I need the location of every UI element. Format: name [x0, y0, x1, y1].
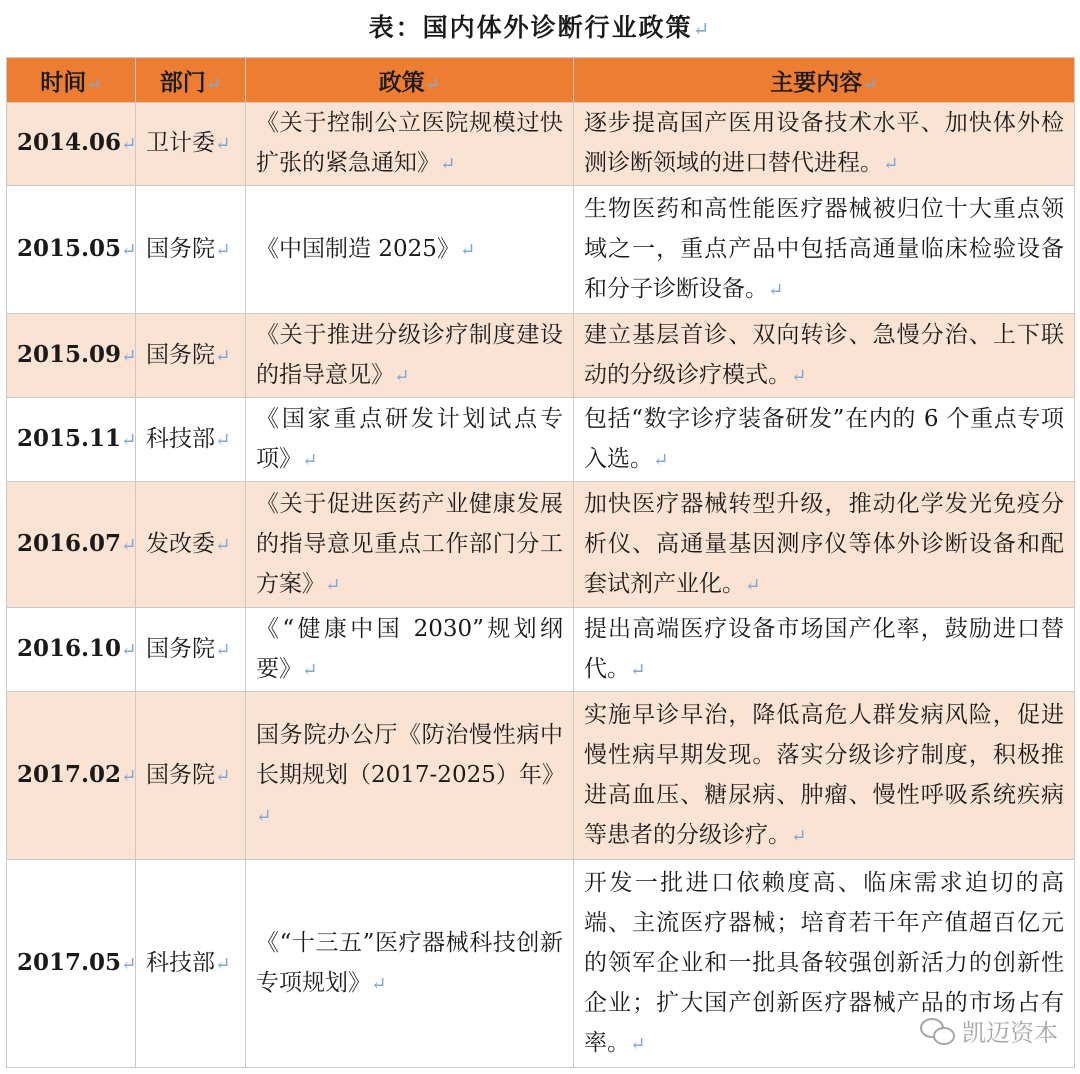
watermark [920, 1013, 1058, 1048]
date-cell: 2017.05↵ [7, 860, 136, 1068]
table-row [7, 482, 1075, 608]
table-row [7, 860, 1075, 1068]
policy-table [6, 57, 1075, 1068]
content-cell: 生物医药和高性能医疗器械被归位十大重点领域之一，重点产品中包括高通量临床检验设备和分子诊断设备。↵ [574, 186, 1075, 314]
table-header-row [7, 58, 1075, 103]
dept-cell: 科技部↵ [136, 860, 246, 1068]
dept-cell: 卫计委↵ [136, 103, 246, 186]
date-cell: 2015.05↵ [7, 186, 136, 314]
table-title [0, 8, 1080, 44]
content-cell: 包括“数字诊疗装备研发”在内的 6 个重点专项入选。↵ [574, 398, 1075, 482]
policy-cell: 《国家重点研发计划试点专项》↵ [246, 398, 574, 482]
table-title-text: 表：国内体外诊断行业政策 [368, 13, 693, 42]
dept-cell: 国务院↵ [136, 608, 246, 692]
date-cell: 2015.09↵ [7, 314, 136, 398]
table-row [7, 692, 1075, 860]
policy-cell: 《“健康中国 2030”规划纲要》↵ [246, 608, 574, 692]
policy-cell: 《关于控制公立医院规模过快扩张的紧急通知》↵ [246, 103, 574, 186]
policy-cell: 《关于促进医药产业健康发展的指导意见重点工作部门分工方案》↵ [246, 482, 574, 608]
policy-cell: 《“十三五”医疗器械科技创新专项规划》↵ [246, 860, 574, 1068]
date-cell: 2016.07↵ [7, 482, 136, 608]
dept-cell: 发改委↵ [136, 482, 246, 608]
column-header-policy: 政策↵ [246, 58, 574, 103]
policy-cell: 《关于推进分级诊疗制度建设的指导意见》↵ [246, 314, 574, 398]
table-row [7, 103, 1075, 186]
watermark-text: 凯迈资本 [962, 1019, 1058, 1047]
paragraph-mark-icon: ↵ [692, 17, 712, 41]
policy-cell: 国务院办公厅《防治慢性病中长期规划（2017-2025）年》↵ [246, 692, 574, 860]
content-cell: 逐步提高国产医用设备技术水平、加快体外检测诊断领域的进口替代进程。↵ [574, 103, 1075, 186]
dept-cell: 科技部↵ [136, 398, 246, 482]
date-cell: 2015.11↵ [7, 398, 136, 482]
date-cell: 2016.10↵ [7, 608, 136, 692]
table-row [7, 608, 1075, 692]
table-row [7, 314, 1075, 398]
content-cell: 开发一批进口依赖度高、临床需求迫切的高端、主流医疗器械；培育若干年产值超百亿元的领军企业和一批具备较强创新活力的创新性企业；扩大国产创新医疗器械产品的市场占有率。↵ [574, 860, 1075, 1068]
column-header-date: 时间↵ [7, 58, 136, 103]
date-cell: 2017.02↵ [7, 692, 136, 860]
table-row [7, 398, 1075, 482]
column-header-dept: 部门↵ [136, 58, 246, 103]
table-row [7, 186, 1075, 314]
date-cell: 2014.06↵ [7, 103, 136, 186]
policy-cell: 《中国制造 2025》↵ [246, 186, 574, 314]
content-cell: 提出高端医疗设备市场国产化率，鼓励进口替代。↵ [574, 608, 1075, 692]
content-cell: 加快医疗器械转型升级，推动化学发光免疫分析仪、高通量基因测序仪等体外诊断设备和配套试剂产业化。↵ [574, 482, 1075, 608]
dept-cell: 国务院↵ [136, 186, 246, 314]
content-cell: 建立基层首诊、双向转诊、急慢分治、上下联动的分级诊疗模式。↵ [574, 314, 1075, 398]
column-header-content: 主要内容↵ [574, 58, 1075, 103]
wechat-icon [920, 1018, 954, 1044]
content-cell: 实施早诊早治，降低高危人群发病风险，促进慢性病早期发现。落实分级诊疗制度，积极推进高血压、糖尿病、肿瘤、慢性呼吸系统疾病等患者的分级诊疗。↵ [574, 692, 1075, 860]
dept-cell: 国务院↵ [136, 314, 246, 398]
dept-cell: 国务院↵ [136, 692, 246, 860]
